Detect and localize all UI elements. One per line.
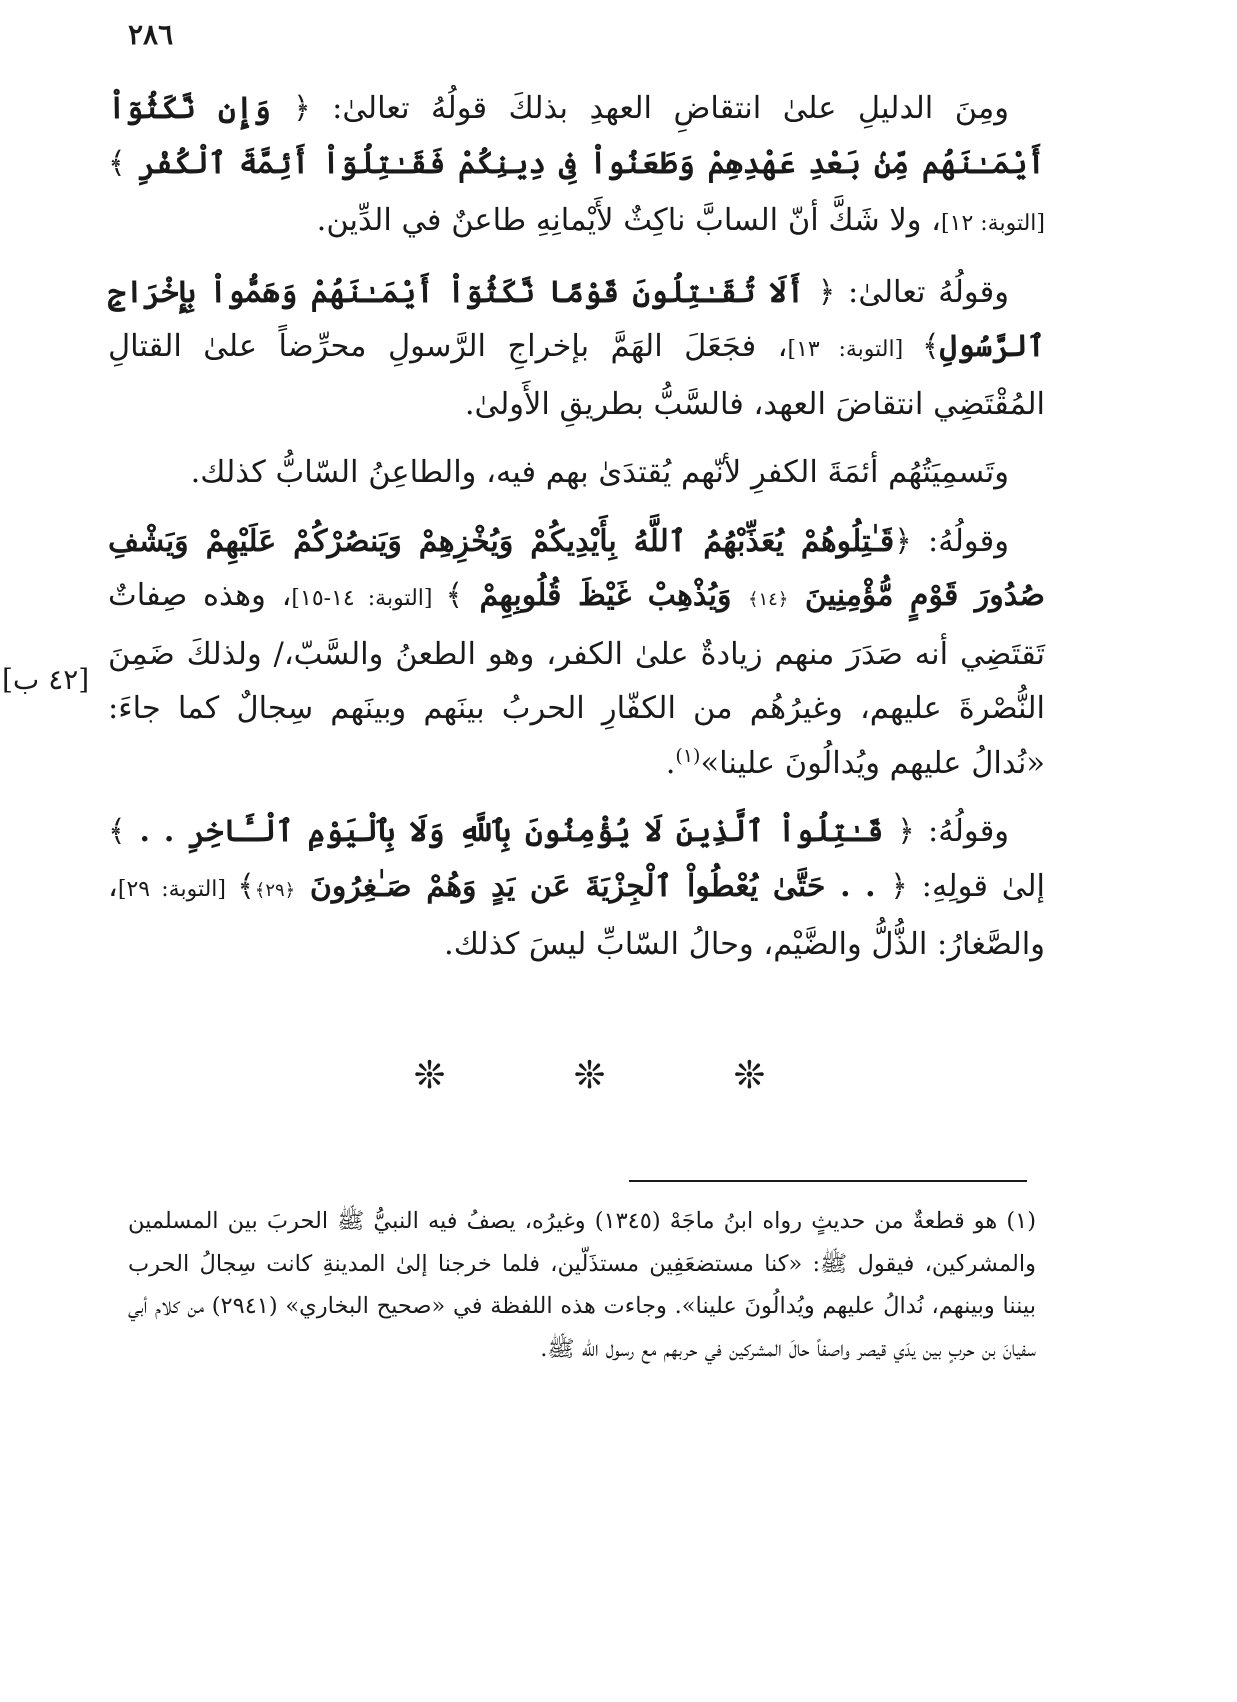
paragraph-2 [108, 266, 1045, 433]
quran-verse: قَـٰتِلُوهُمْ يُعَذِّبْهُمُ ٱللَّهُ بِأَيْدِيكُمْ وَيُخْزِهِمْ وَيَنصُرْكُمْ عَلَيْهِمْ وَيَشْفِ صُدُورَ قَوْمٍ مُّؤْمِنِينَ [108, 523, 1045, 613]
ayah-number-marker: ﴿٢٩﴾ [254, 879, 296, 901]
quran-verse: وَيُذْهِبْ غَيْظَ قُلُوبِهِمْ [463, 578, 748, 613]
paragraph-4 [108, 515, 1045, 792]
text: وقولُهُ: [914, 814, 1010, 849]
text: وقولُهُ: [911, 523, 1009, 559]
paragraph-1 [108, 82, 1045, 252]
ayah-number-marker: ﴿١٤﴾ [747, 589, 789, 610]
verse-reference: [التوبة: ١٣] [787, 337, 922, 362]
main-text [108, 82, 1045, 987]
paragraph-3 [108, 446, 1045, 501]
text: وتَسمِيَتُهُم أئمَةَ الكفرِ لأنّهم يُقتدَىٰ بهم فيه، والطاعِنُ السّابُّ كذلك. [190, 455, 1009, 490]
quran-close-bracket: ﴾ [445, 578, 464, 613]
paragraph-5 [108, 805, 1045, 973]
quran-verse: أَلَا تُقَـٰتِلُونَ قَوْمًا نَّكَثُوٓاْ أَيْمَـٰنَهُمْ وَهَمُّواْ بِإِخْرَاجِ ٱلرَّسُولِ [108, 274, 1045, 364]
footnotes [128, 1200, 1036, 1370]
quran-verse: قَـٰتِلُواْ ٱلَّذِينَ لَا يُؤْمِنُونَ بِٱللَّهِ وَلَا بِٱلْيَوْمِ ٱلْـَٔاخِرِ . . [125, 814, 898, 849]
quran-open-bracket: ﴿ [890, 868, 908, 904]
page-number: ٢٨٦ [128, 18, 174, 51]
text: . [665, 745, 676, 781]
quran-close-bracket: ﴾ [237, 868, 255, 904]
footnote-1: (١) هو قطعةٌ من حديثٍ رواه ابنُ ماجَهْ (١٣٤٥) وغيرُه، يصفُ فيه النبيُّ ﷺ الحربَ بين المسلمين والمشركين، فيقول ﷺ: «كنا مستضعَفِين مستذَلّين، فلما خرجنا إلىٰ المدينةِ كانت سِجالُ الحرب بيننا وبينهم، نُدالُ عليهم ويُدالُونَ علينا». وجاءت هذه اللفظة في «صحيح البخاري» (٢٩٤١) من كلام أبي سفيانَ بن حربٍ بين يدَي قيصر واصفاً حالَ المشركين في حربهم مع رسول الله ﷺ. [128, 1208, 1037, 1362]
quran-close-bracket: ﴾ [108, 814, 126, 849]
margin-folio-note: [٤٢ ب] [2, 663, 90, 696]
text: ، والصَّغارُ: الذُّلُّ والضَّيْم، وحالُ السّابِّ ليسَ كذلك. [108, 868, 1045, 962]
text: ومِنَ الدليلِ علىٰ انتقاضِ العهدِ بذلكَ قولُهُ تعالىٰ: [310, 91, 1009, 126]
text: إلىٰ قولِهِ: [907, 868, 1045, 904]
footnote-divider [629, 1180, 1027, 1182]
quran-open-bracket: ﴿ [817, 274, 836, 310]
quran-open-bracket: ﴿ [293, 91, 311, 126]
text: ، ولا شَكَّ أنّ السابَّ ناكِثٌ لأَيْمانِهِ طاعنٌ في الدِّين. [316, 203, 942, 238]
footnote-marker: (١) [675, 744, 701, 767]
quran-close-bracket: ﴾ [108, 145, 126, 181]
quran-verse: . . حَتَّىٰ يُعْطُواْ ٱلْجِزْيَةَ عَن يَدٍ وَهُمْ صَـٰغِرُونَ [295, 868, 891, 904]
quran-close-bracket: ﴾ [921, 329, 940, 364]
text: ، فجَعَلَ الهَمَّ بإخراجِ الرَّسولِ محرِّضاً علىٰ القتالِ المُقْتَضِي انتقاضَ العهد، فالسَّبُّ بطريقِ الأَولىٰ. [108, 329, 1045, 422]
quran-open-bracket: ﴿ [897, 814, 915, 849]
verse-reference: [التوبة: ١٢] [941, 211, 1045, 236]
text: وقولُهُ تعالىٰ: [835, 274, 1009, 310]
section-separator: ❊ ❊ ❊ [413, 1053, 824, 1097]
verse-reference: [التوبة: ٢٩] [117, 876, 238, 902]
text: ، وهذه صِفاتٌ تَقتَضِي أنه صَدَرَ منهم زيادةٌ علىٰ الكفر، وهو الطعنُ والسَّبّ،/ ولذلكَ ضَمِنَ النُّصْرةَ عليهم، وغيرُهُم من الكفّارِ الحربُ بينَهم وبينَهم سِجالٌ كما جاءَ: «نُدالُ عليهم ويُدالُونَ علينا» [108, 578, 1045, 781]
quran-verse: وَإِن نَّكَثُوٓاْ أَيْمَـٰنَهُم مِّنۢ بَعْدِ عَهْدِهِمْ وَطَعَنُواْ فِى دِينِكُمْ فَقَـٰتِلُوٓاْ أَئِمَّةَ ٱلْكُفْرِ [108, 91, 1045, 181]
quran-open-bracket: ﴿ [894, 523, 912, 559]
verse-reference: [التوبة: ١٤-١٥] [291, 586, 446, 611]
